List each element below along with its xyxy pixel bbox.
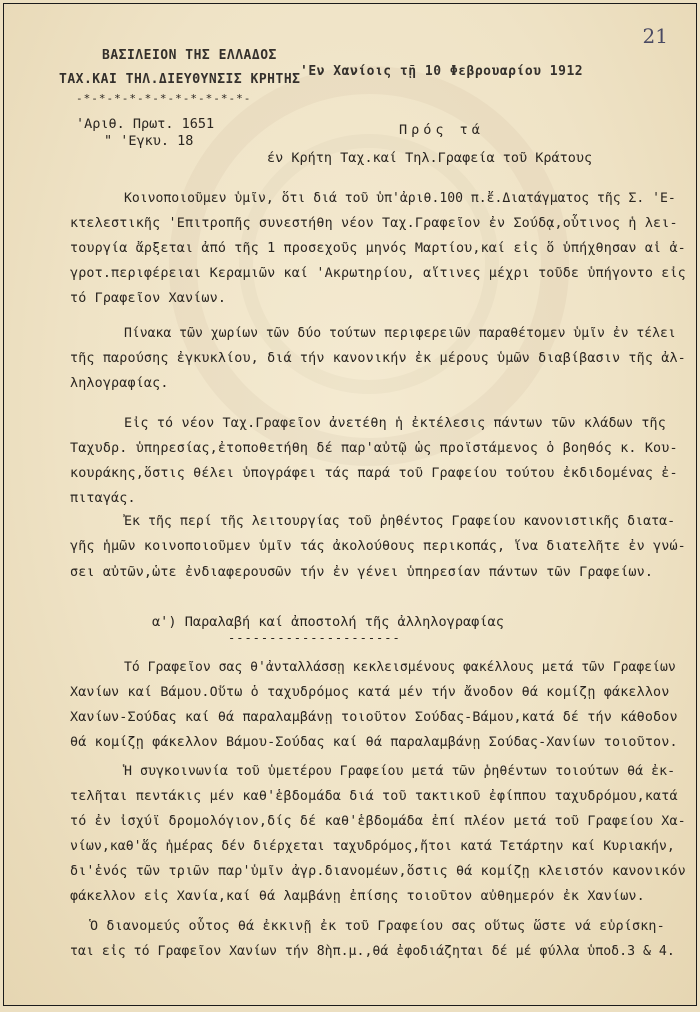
body-line: πιταγάς. <box>70 491 136 506</box>
body-line: ληλογραφίας. <box>70 376 169 391</box>
body-line: γροτ.περιφέρειαι Κεραμιῶν καί 'Ακρωτηρίου, αἵτινες μέχρι τοῦδε ὑπήγοντο εἰς <box>70 266 686 281</box>
body-line: Ταχυδρ. ὑπηρεσίας,ἐτοποθετήθη δέ παρ'αὐτῷ ὡς προϊστάμενος ὁ βοηθός κ. Κου- <box>70 441 678 456</box>
section-line: δι'ἑνός τῶν τριῶν παρ'ὑμῖν ἀγρ.διανομέων,ὅστις θά κομίζῃ κλειστόν κανονικόν <box>70 864 686 879</box>
section-line: Τό Γραφεῖον σας θ'ἀνταλλάσσῃ κεκλεισμένους φακέλλους μετά τῶν Γραφείων <box>124 660 676 675</box>
header-kingdom: ΒΑΣΙΛΕΙΟΝ ΤΗΣ ΕΛΛΑΔΟΣ <box>102 48 277 63</box>
recipient-to: Πρός τά <box>399 122 484 138</box>
section-line: Ἡ συγκοινωνία τοῦ ὑμετέρου Γραφείου μετά τῶν ῥηθέντων τοιούτων θά ἐκ- <box>124 764 676 779</box>
section-line: φάκελλον εἰς Χανία,καί θά λαμβάνῃ ἐπίσης τοιοῦτον αὐθημερόν ἐκ Χανίων. <box>70 889 645 904</box>
body-line: τό Γραφεῖον Χανίων. <box>70 291 227 306</box>
section-line: θά κομίζῃ φάκελλον Βάμου-Σούδας καί θά παραλαμβάνῃ Σούδας-Χανίων τοιοῦτον. <box>70 735 678 750</box>
body-line: Ἐκ τῆς περί τῆς λειτουργίας τοῦ ῥηθέντος Γραφείου κανονιστικῆς διατα- <box>124 514 676 529</box>
section-line: ται εἰς τό Γραφεῖον Χανίων τήν 8ὴπ.μ.,θά ἐφοδιάζηται δέ μέ φύλλα ὑποδ.3 & 4. <box>70 944 675 959</box>
section-line: τό ἐν ἰσχύϊ δρομολόγιον,δίς δέ καθ'ἑβδομάδα ἐπί πλέον μετά τοῦ Γραφείου Χα- <box>70 814 686 829</box>
section-line: Χανίων καί Βάμου.Οὕτω ὁ ταχυδρόμος κατά μέν τήν ἄνοδον θά κομίζῃ φάκελλον <box>70 685 670 700</box>
protocol-number: 'Αριθ. Πρωτ. 1651 <box>76 116 215 132</box>
circular-number: " 'Εγκυ. 18 <box>104 133 194 149</box>
body-line: Εἰς τό νέον Ταχ.Γραφεῖον ἀνετέθη ἡ ἐκτέλεσις πάντων τῶν κλάδων τῆς <box>124 416 666 431</box>
body-line: κουράκης,ὅστις θέλει ὑπογράφει τάς παρά τοῦ Γραφείου τούτου ἐκδιδομένας ἐ- <box>70 466 678 481</box>
recipient-offices: έν Κρήτη Ταχ.καί Τηλ.Γραφεία τοῦ Κράτους <box>267 150 593 166</box>
section-heading: α') Παραλαβή καί ἀποστολή τῆς ἀλληλογραφίας <box>152 614 504 630</box>
body-line: Πίνακα τῶν χωρίων τῶν δύο τούτων περιφερειῶν παραθέτομεν ὑμῖν ἐν τέλει <box>124 326 676 341</box>
body-line: τουργία ἄρξεται ἀπό τῆς 1 προσεχοῦς μηνός Μαρτίου,καί εἰς ὅ ὑπήχθησαν αἱ ἀ- <box>70 241 686 256</box>
section-line: νίων,καθ'ἅς ἡμέρας δέν διέρχεται ταχυδρόμος,ἤτοι κατά Τετάρτην καί Κυριακήν, <box>70 839 675 854</box>
body-line: τῆς παρούσης ἐγκυκλίου, διά τήν κανονικήν ἐκ μέρους ὑμῶν διαβίβασιν τῆς ἀλ- <box>70 351 686 366</box>
body-line: γῆς ἡμῶν κοινοποιοῦμεν ὑμῖν τάς ἀκολούθους περικοπάς, ἵνα διατελῆτε ἐν γνώ- <box>70 539 686 554</box>
section-line: τελῆται πεντάκις μέν καθ'ἑβδομάδα διά τοῦ τακτικοῦ ἐφίππου ταχυδρόμου,κατά <box>70 789 678 804</box>
body-line: Κοινοποιοῦμεν ὑμῖν, ὅτι διά τοῦ ὑπ'ἀριθ.100 π.ἔ.Διατάγματος τῆς Σ. 'Ε- <box>124 191 676 206</box>
section-line: Χανίων-Σούδας καί θά παραλαμβάνῃ τοιοῦτον Σούδας-Βάμου,κατά δέ τήν κάθοδον <box>70 710 678 725</box>
header-underline: -*-*-*-*-*-*-*-*-*-*-*- <box>76 92 252 105</box>
header-date: 'Εν Χανίοις τῇ 10 Φεβρουαρίου 1912 <box>300 64 584 79</box>
document-page <box>3 3 697 1006</box>
header-directorate: ΤΑΧ.ΚΑΙ ΤΗΛ.ΔΙΕΥΘΥΝΣΙΣ ΚΡΗΤΗΣ <box>59 72 301 87</box>
section-line: Ὁ διανομεύς οὗτος θά ἐκκινῇ ἐκ τοῦ Γραφείου σας οὕτως ὥστε νά εὑρίσκη- <box>90 919 665 934</box>
page-number: 21 <box>642 24 668 48</box>
body-line: σει αὐτῶν,ὡτε ἐνδιαφερουσῶν τήν ἐν γένει ὑπηρεσίαν πάντων τῶν Γραφείων. <box>70 565 654 580</box>
body-line: κτελεστικῆς 'Επιτροπῆς συνεστήθη νέον Ταχ.Γραφεῖον ἐν Σούδᾳ,οὗτινος ἡ λει- <box>70 216 678 231</box>
section-heading-underline: --------------------- <box>228 631 401 645</box>
